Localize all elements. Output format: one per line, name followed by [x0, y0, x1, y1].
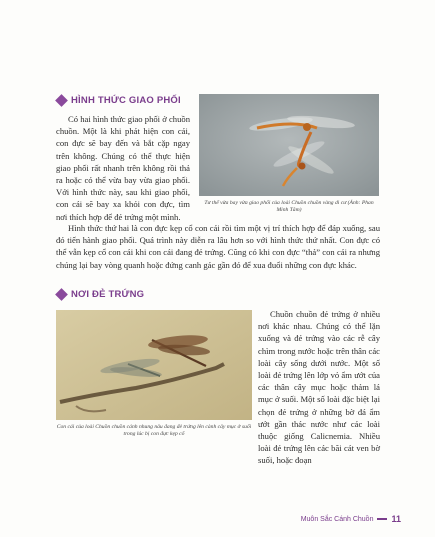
dragonflies-in-flight-image [199, 94, 379, 196]
section-heading-mating-text: HÌNH THỨC GIAO PHỐI [71, 95, 181, 106]
section-heading-egg-laying [57, 289, 144, 300]
footer-book-title: Muôn Sắc Cánh Chuồn [300, 515, 374, 523]
page-footer [301, 514, 401, 524]
diamond-bullet-icon [55, 94, 68, 107]
section-heading-mating [57, 95, 181, 106]
photo-egg-laying [56, 310, 252, 420]
egg-laying-paragraph: Chuồn chuồn đẻ trứng ở nhiều nơi khác nhau. Chúng có thể lặn xuống và đẻ trứng vào các rễ cây chìm trong nước hoặc trên thân các loài cây sống dưới nước. Một số loài đẻ trứng lên lớp vỏ ẩm ướt của các thân cây mục hoặc thảm lá mục ở suối. Một số loài đặc biệt lại chọn đẻ trứng ở những bờ đá ẩm ướt gần thác nước như các loài thuộc giống Calicnemia. Nhiều loài đẻ trứng lên các bãi cát ven bờ suối, hoặc đoạn [258, 309, 380, 466]
photo-mating-in-flight [199, 94, 379, 196]
diamond-bullet-icon [55, 288, 68, 301]
mating-paragraph-2: Hình thức thứ hai là con đực kẹp cổ con cái rồi tìm một vị trí thích hợp để đáp xuống, sau đó tiến hành giao phối. Quá trình này diễn ra lâu hơn so với hình thức thứ nhất. Con đực có thể vẫn kẹp cổ con cái khi con cái đang đẻ trứng. Cũng có khi con đực “thả” con cái ra nhưng chúng lại bay vòng quanh hoặc đứng canh gác gần đó để xua đuổi những con đực khác. [56, 223, 380, 270]
page-number: 11 [391, 514, 401, 524]
mating-paragraph-1: Có hai hình thức giao phối ở chuồn chuồn. Một là khi phát hiện con cái, con đực sẽ bay đến và bắt cặp ngay trên không. Chúng có thể thực hiện giao phối rất nhanh trên không rồi thả ra hoặc có thể vừa bay vừa giao phối. Với hình thức này, sau khi giao phối, con cái sẽ bay xa khỏi con đực, tìm nơi thích hợp để đẻ trứng một mình. [56, 114, 190, 222]
photo-mating-caption: Tư thế vừa bay vừa giao phối của loài Chuồn chuồn vàng di cư (Ảnh: Phan Minh Tâm) [204, 200, 374, 213]
photo-egg-laying-caption: Con cái của loài Chuồn chuồn cánh nhung nâu đang đẻ trứng lên cành cây mục ở suối trong lúc bị con đực kẹp cổ [56, 424, 252, 437]
footer-divider [377, 518, 387, 520]
section-heading-egg-laying-text: NƠI ĐẺ TRỨNG [71, 289, 145, 300]
dragonflies-on-branch-image [56, 310, 252, 420]
